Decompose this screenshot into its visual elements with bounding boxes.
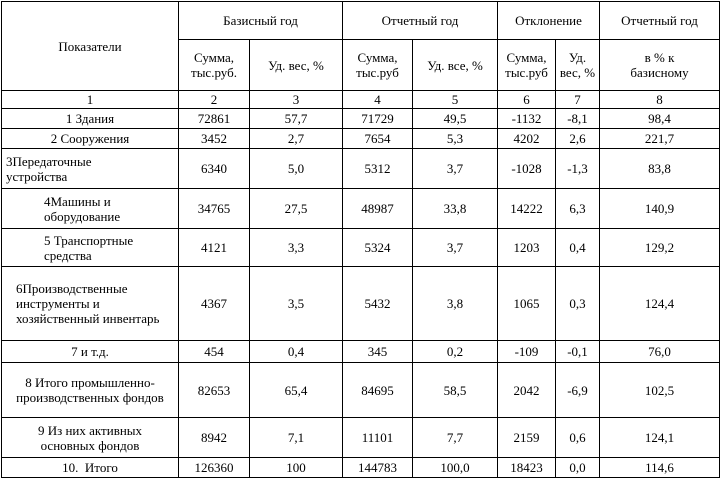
cell: 454 — [179, 341, 250, 363]
header-deviation: Отклонение — [498, 2, 600, 40]
cell: 102,5 — [600, 363, 720, 418]
cell: 4367 — [179, 267, 250, 341]
header-pct-of-base: в % к базисному — [600, 40, 720, 91]
cell: 98,4 — [600, 109, 720, 129]
cell: 0,4 — [250, 341, 343, 363]
row-name: 7 и т.д. — [2, 341, 179, 363]
cell: 1065 — [498, 267, 556, 341]
cell: 3,5 — [250, 267, 343, 341]
cell: 3,8 — [413, 267, 498, 341]
cell: 3,7 — [413, 149, 498, 189]
cell: 3452 — [179, 129, 250, 149]
cell: 7654 — [343, 129, 413, 149]
cell: 0,0 — [556, 458, 600, 478]
assets-table — [1, 1, 720, 478]
header-share-report: Уд. все, % — [413, 40, 498, 91]
cell: 34765 — [179, 189, 250, 229]
cell: 8942 — [179, 418, 250, 458]
col-number: 1 — [2, 91, 179, 109]
cell: -0,1 — [556, 341, 600, 363]
cell: 2042 — [498, 363, 556, 418]
cell: 124,4 — [600, 267, 720, 341]
cell: 5,3 — [413, 129, 498, 149]
cell: 49,5 — [413, 109, 498, 129]
row-name: 3Передаточные устройства — [2, 149, 179, 189]
row-name: 5 Транспортные средства — [2, 229, 179, 267]
cell: 100 — [250, 458, 343, 478]
cell: 4202 — [498, 129, 556, 149]
col-number: 8 — [600, 91, 720, 109]
cell: 5,0 — [250, 149, 343, 189]
cell: 5324 — [343, 229, 413, 267]
cell: -1,3 — [556, 149, 600, 189]
table-row — [2, 267, 720, 341]
header-sum-report: Сумма, тыс.руб — [343, 40, 413, 91]
cell: 5312 — [343, 149, 413, 189]
cell: 57,7 — [250, 109, 343, 129]
header-indicators: Показатели — [2, 2, 179, 91]
cell: -8,1 — [556, 109, 600, 129]
cell: 6340 — [179, 149, 250, 189]
cell: 100,0 — [413, 458, 498, 478]
header-sum-base: Сумма, тыс.руб. — [179, 40, 250, 91]
column-numbers-row — [2, 91, 720, 109]
cell: 345 — [343, 341, 413, 363]
table-row — [2, 418, 720, 458]
table-row — [2, 189, 720, 229]
cell: 83,8 — [600, 149, 720, 189]
table-row — [2, 229, 720, 267]
cell: 2,7 — [250, 129, 343, 149]
cell: 0,2 — [413, 341, 498, 363]
cell: -6,9 — [556, 363, 600, 418]
col-number: 5 — [413, 91, 498, 109]
cell: 18423 — [498, 458, 556, 478]
cell: 144783 — [343, 458, 413, 478]
cell: -1132 — [498, 109, 556, 129]
cell: 2159 — [498, 418, 556, 458]
cell: 82653 — [179, 363, 250, 418]
table-row — [2, 129, 720, 149]
cell: 1203 — [498, 229, 556, 267]
table-row — [2, 363, 720, 418]
cell: 84695 — [343, 363, 413, 418]
header-share-base: Уд. вес, % — [250, 40, 343, 91]
cell: 3,3 — [250, 229, 343, 267]
cell: 5432 — [343, 267, 413, 341]
table-row — [2, 458, 720, 478]
col-number: 2 — [179, 91, 250, 109]
table-row — [2, 341, 720, 363]
header-base-year: Базисный год — [179, 2, 343, 40]
cell: 6,3 — [556, 189, 600, 229]
table-row — [2, 109, 720, 129]
cell: 72861 — [179, 109, 250, 129]
cell: 65,4 — [250, 363, 343, 418]
cell: 7,1 — [250, 418, 343, 458]
col-number: 4 — [343, 91, 413, 109]
row-name: 2 Сооружения — [2, 129, 179, 149]
cell: 126360 — [179, 458, 250, 478]
cell: 221,7 — [600, 129, 720, 149]
cell: 0,6 — [556, 418, 600, 458]
header-report-year-pct: Отчетный год — [600, 2, 720, 40]
cell: 48987 — [343, 189, 413, 229]
table-row — [2, 149, 720, 189]
row-name: 9 Из них активных основных фондов — [2, 418, 179, 458]
cell: 14222 — [498, 189, 556, 229]
header-row-1 — [2, 2, 720, 40]
cell: 0,3 — [556, 267, 600, 341]
cell: 0,4 — [556, 229, 600, 267]
cell: 129,2 — [600, 229, 720, 267]
col-number: 6 — [498, 91, 556, 109]
row-name: 10. Итого — [2, 458, 179, 478]
row-name: 6Производственные инструменты и хозяйственный инвентарь — [2, 267, 179, 341]
cell: 33,8 — [413, 189, 498, 229]
cell: 124,1 — [600, 418, 720, 458]
cell: 58,5 — [413, 363, 498, 418]
cell: 3,7 — [413, 229, 498, 267]
cell: 27,5 — [250, 189, 343, 229]
header-share-dev: Уд. вес, % — [556, 40, 600, 91]
cell: 114,6 — [600, 458, 720, 478]
cell: 11101 — [343, 418, 413, 458]
cell: 140,9 — [600, 189, 720, 229]
cell: 76,0 — [600, 341, 720, 363]
row-name: 1 Здания — [2, 109, 179, 129]
header-report-year: Отчетный год — [343, 2, 498, 40]
cell: 7,7 — [413, 418, 498, 458]
cell: -1028 — [498, 149, 556, 189]
col-number: 3 — [250, 91, 343, 109]
header-sum-dev: Сумма, тыс.руб — [498, 40, 556, 91]
col-number: 7 — [556, 91, 600, 109]
cell: 4121 — [179, 229, 250, 267]
cell: -109 — [498, 341, 556, 363]
cell: 71729 — [343, 109, 413, 129]
cell: 2,6 — [556, 129, 600, 149]
row-name: 4Машины и оборудование — [2, 189, 179, 229]
row-name: 8 Итого промышленно-производственных фондов — [2, 363, 179, 418]
